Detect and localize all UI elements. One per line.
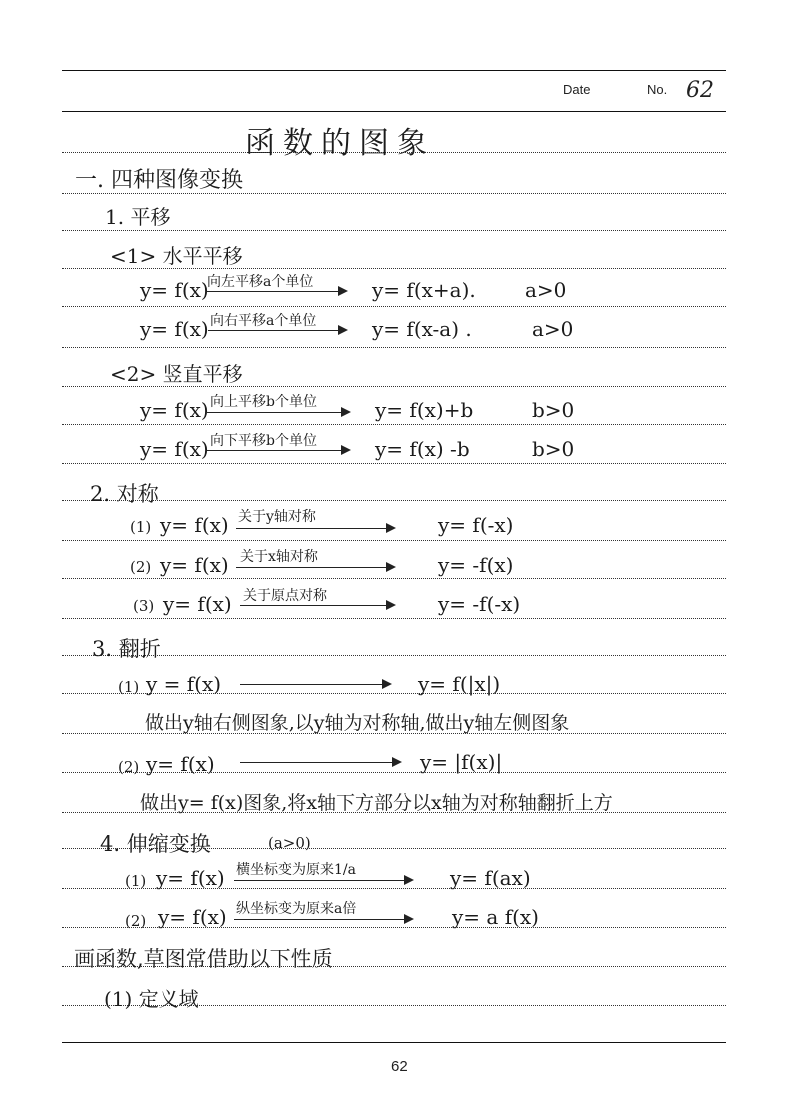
transform-arrow	[240, 684, 390, 685]
formula-lhs: y= f(x)	[140, 437, 209, 461]
horizontal-shift-label: <1> 水平平移	[110, 244, 243, 268]
condition: a>0	[525, 278, 567, 302]
stretch-condition: (a>0)	[268, 834, 311, 852]
formula-lhs: y= f(x)	[163, 592, 232, 616]
transform-arrow	[207, 412, 349, 413]
transform-arrow	[208, 330, 346, 331]
formula-rhs: y= f(ax)	[450, 866, 531, 890]
formula-rhs: y= -f(x)	[438, 553, 514, 577]
closing-item: (1) 定义域	[104, 987, 199, 1011]
writing-line	[62, 230, 726, 231]
arrow-label: 向左平移a个单位	[207, 274, 314, 290]
formula-rhs: y= a f(x)	[452, 905, 539, 929]
arrow-label: 关于y轴对称	[238, 509, 316, 525]
item-index: (1)	[118, 678, 140, 696]
writing-line	[62, 618, 726, 619]
condition: b>0	[532, 398, 575, 422]
transform-arrow	[236, 567, 394, 568]
transform-arrow	[240, 605, 394, 606]
flip-note: 做出y轴右侧图象,以y轴为对称轴,做出y轴左侧图象	[145, 712, 570, 734]
bottom-rule	[62, 1042, 726, 1043]
formula-lhs: y= f(x)	[140, 398, 209, 422]
flip-note: 做出y= f(x)图象,将x轴下方部分以x轴为对称轴翻折上方	[140, 792, 613, 814]
writing-line	[62, 306, 726, 307]
section-heading: 一. 四种图像变换	[75, 168, 243, 193]
arrow-label: 向右平移a个单位	[210, 313, 317, 329]
item-index: (3)	[133, 597, 155, 615]
subsection-stretch: 4. 伸缩变换	[100, 832, 211, 856]
formula-lhs: y= f(x)	[160, 553, 229, 577]
formula-rhs: y= f(x)+b	[375, 398, 474, 422]
subsection-translation: 1. 平移	[105, 205, 171, 229]
arrow-label: 向下平移b个单位	[210, 433, 317, 449]
date-label: Date	[563, 82, 591, 97]
formula-rhs: y= f(x-a) .	[372, 317, 472, 341]
subsection-flip: 3. 翻折	[92, 637, 161, 661]
formula-rhs: y= f(-x)	[438, 513, 514, 537]
writing-line	[62, 424, 726, 425]
page-number: 62	[391, 1058, 408, 1075]
item-index: (2)	[130, 558, 152, 576]
arrow-label: 向上平移b个单位	[210, 394, 317, 410]
formula-lhs: y= f(x)	[158, 905, 227, 929]
transform-arrow	[234, 919, 412, 920]
writing-line	[62, 500, 726, 501]
condition: b>0	[532, 437, 575, 461]
writing-line	[62, 578, 726, 579]
formula-rhs: y= -f(-x)	[438, 592, 521, 616]
item-index: (1)	[125, 872, 147, 890]
item-index: (2)	[118, 758, 140, 776]
transform-arrow	[207, 450, 349, 451]
formula-lhs: y= f(x)	[140, 317, 209, 341]
subsection-symmetry: 2. 对称	[90, 482, 159, 506]
page-title: 函数的图象	[245, 126, 435, 161]
writing-line	[62, 347, 726, 348]
writing-line	[62, 463, 726, 464]
transform-arrow	[240, 762, 400, 763]
formula-rhs: y= f(x) -b	[375, 437, 470, 461]
formula-rhs: y= f(|x|)	[418, 672, 501, 696]
writing-line	[62, 540, 726, 541]
formula-rhs: y= |f(x)|	[420, 750, 503, 774]
transform-arrow	[206, 291, 346, 292]
item-index: (2)	[125, 912, 147, 930]
formula-lhs: y= f(x)	[146, 752, 215, 776]
arrow-label: 纵坐标变为原来a倍	[236, 901, 357, 917]
formula-lhs: y= f(x)	[140, 278, 209, 302]
arrow-label: 关于原点对称	[243, 588, 327, 604]
header-rule	[62, 111, 726, 112]
page-no-handwritten: 62	[686, 78, 714, 103]
formula-lhs: y = f(x)	[146, 672, 222, 696]
arrow-label: 关于x轴对称	[240, 549, 318, 565]
transform-arrow	[234, 880, 412, 881]
closing-note: 画函数,草图常借助以下性质	[74, 947, 333, 971]
formula-lhs: y= f(x)	[156, 866, 225, 890]
formula-lhs: y= f(x)	[160, 513, 229, 537]
transform-arrow	[236, 528, 394, 529]
condition: a>0	[532, 317, 574, 341]
vertical-shift-label: <2> 竖直平移	[110, 362, 243, 386]
no-label: No.	[647, 82, 668, 97]
formula-rhs: y= f(x+a).	[372, 278, 476, 302]
top-rule	[62, 70, 726, 71]
arrow-label: 横坐标变为原来1/a	[236, 862, 356, 878]
writing-line	[62, 655, 726, 656]
item-index: (1)	[130, 518, 152, 536]
